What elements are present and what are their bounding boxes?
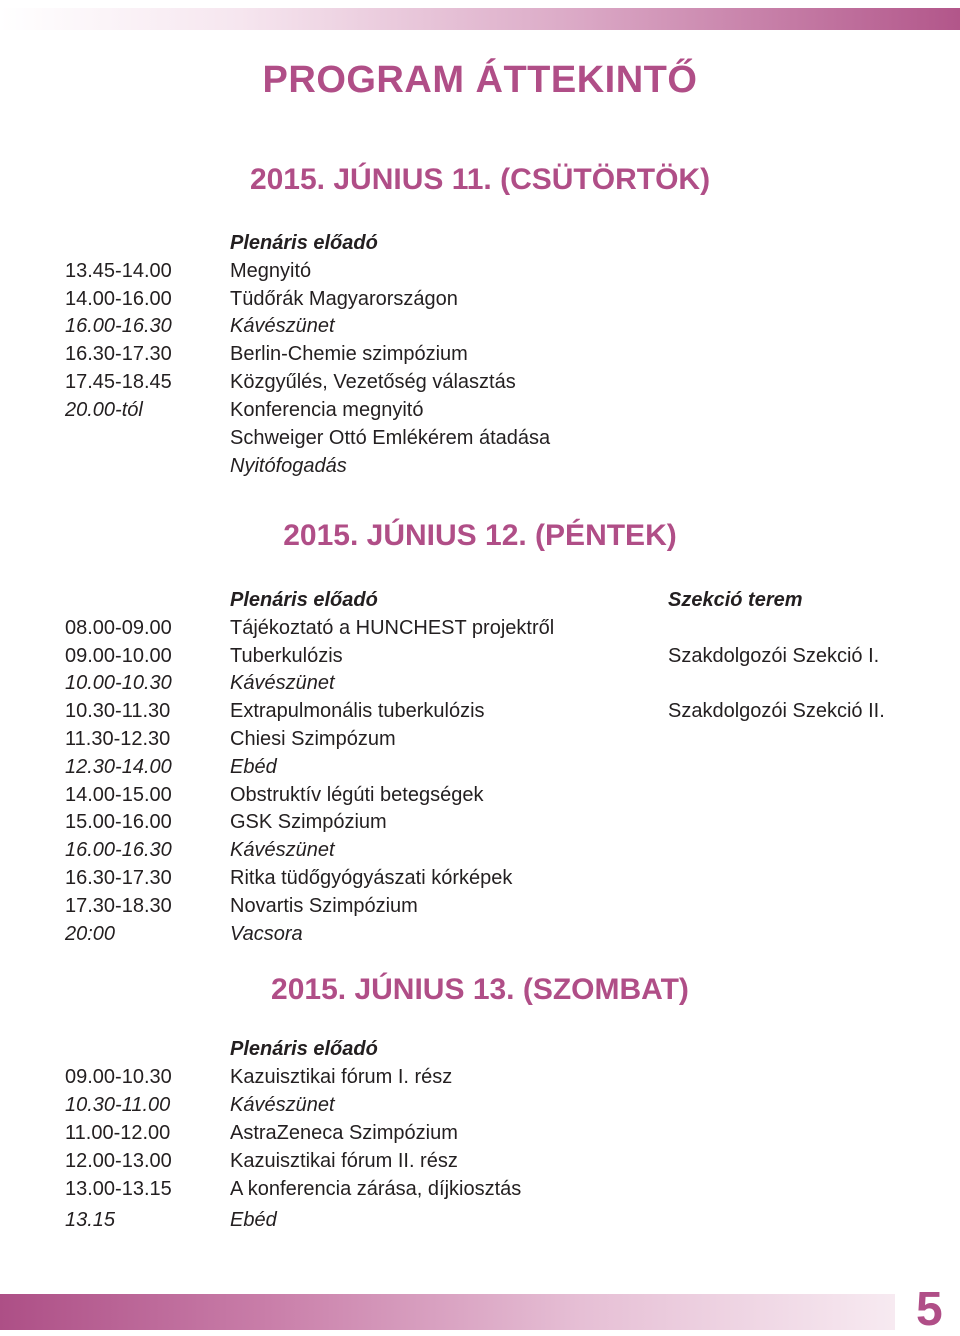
- row-time: 09.00-10.30: [65, 1066, 172, 1088]
- row-time: 17.30-18.30: [65, 895, 172, 917]
- row-time: 20.00-tól: [65, 399, 143, 421]
- row-time: 20:00: [65, 923, 116, 945]
- row-time: 10.30-11.00: [65, 1094, 171, 1116]
- top-decorative-bar: [0, 8, 960, 30]
- row-description: Schweiger Ottó Emlékérem átadása: [230, 427, 551, 449]
- schedule-row: [0, 808, 960, 836]
- row-time: 14.00-16.00: [65, 288, 172, 310]
- schedule-row: [0, 1206, 960, 1234]
- row-description: Ebéd: [230, 756, 277, 778]
- schedule-row: [0, 725, 960, 753]
- plenary-header: Plenáris előadó: [230, 1038, 378, 1060]
- row-description: Kávészünet: [230, 1094, 335, 1116]
- row-description: Obstruktív légúti betegségek: [230, 784, 484, 806]
- plenary-header-row: [0, 1035, 960, 1063]
- row-section: Szakdolgozói Szekció II.: [668, 700, 885, 722]
- schedule-row: [0, 669, 960, 697]
- row-description: Berlin-Chemie szimpózium: [230, 343, 468, 365]
- row-description: Ritka tüdőgyógyászati kórképek: [230, 867, 513, 889]
- row-time: 16.00-16.30: [65, 839, 172, 861]
- row-description: Novartis Szimpózium: [230, 895, 418, 917]
- schedule-row: [0, 1119, 960, 1147]
- row-description: Kazuisztikai fórum II. rész: [230, 1150, 458, 1172]
- row-time: 13.45-14.00: [65, 260, 172, 282]
- page-number: 5: [916, 1283, 943, 1336]
- row-description: Megnyitó: [230, 260, 312, 282]
- day-heading-june-11: 2015. JÚNIUS 11. (CSÜTÖRTÖK): [249, 163, 711, 196]
- page-title: PROGRAM ÁTTEKINTŐ: [262, 59, 698, 101]
- row-description: AstraZeneca Szimpózium: [230, 1122, 458, 1144]
- row-description: A konferencia zárása, díjkiosztás: [230, 1178, 522, 1200]
- row-description: Konferencia megnyitó: [230, 399, 424, 421]
- schedule-row: [0, 697, 960, 725]
- row-time: 15.00-16.00: [65, 811, 172, 833]
- row-description: Ebéd: [230, 1209, 277, 1231]
- row-time: 10.30-11.30: [65, 700, 171, 722]
- row-time: 12.30-14.00: [65, 756, 172, 778]
- schedule-row: [0, 1175, 960, 1203]
- schedule-row: [0, 312, 960, 340]
- schedule-row: [0, 614, 960, 642]
- row-time: 16.00-16.30: [65, 315, 172, 337]
- row-time: 11.30-12.30: [65, 728, 171, 750]
- row-description: Kávészünet: [230, 315, 335, 337]
- row-time: 10.00-10.30: [65, 672, 172, 694]
- schedule-row: [0, 424, 960, 452]
- schedule-row: [0, 452, 960, 480]
- row-time: 14.00-15.00: [65, 784, 172, 806]
- day-heading-june-13: 2015. JÚNIUS 13. (SZOMBAT): [271, 973, 689, 1006]
- row-time: 09.00-10.00: [65, 645, 172, 667]
- row-time: 08.00-09.00: [65, 617, 172, 639]
- schedule-row: [0, 920, 960, 948]
- row-description: Kávészünet: [230, 672, 335, 694]
- schedule-row: [0, 864, 960, 892]
- schedule-row: [0, 396, 960, 424]
- schedule-row: [0, 753, 960, 781]
- schedule-row: [0, 340, 960, 368]
- section-room-header: Szekció terem: [668, 589, 803, 611]
- row-description: Chiesi Szimpózum: [230, 728, 396, 750]
- row-time: 13.15: [65, 1209, 116, 1231]
- schedule-row: [0, 836, 960, 864]
- plenary-header-row: [0, 229, 960, 257]
- schedule-row: [0, 368, 960, 396]
- row-description: Kazuisztikai fórum I. rész: [230, 1066, 453, 1088]
- row-description: Vacsora: [230, 923, 303, 945]
- schedule-row: [0, 1091, 960, 1119]
- schedule-row: [0, 1147, 960, 1175]
- schedule-row: [0, 781, 960, 809]
- day-heading-june-12: 2015. JÚNIUS 12. (PÉNTEK): [283, 519, 677, 552]
- plenary-header: Plenáris előadó: [230, 589, 378, 611]
- row-time: 16.30-17.30: [65, 867, 172, 889]
- schedule-row: [0, 892, 960, 920]
- row-section: Szakdolgozói Szekció I.: [668, 645, 880, 667]
- row-description: Kávészünet: [230, 839, 335, 861]
- schedule-row: [0, 285, 960, 313]
- row-time: 11.00-12.00: [65, 1122, 171, 1144]
- plenary-header-row: [0, 586, 960, 614]
- row-description: Közgyűlés, Vezetőség választás: [230, 371, 516, 393]
- schedule-row: [0, 642, 960, 670]
- schedule-row: [0, 1063, 960, 1091]
- row-description: Tüdőrák Magyarországon: [230, 288, 458, 310]
- bottom-decorative-bar: [0, 1294, 895, 1330]
- row-time: 17.45-18.45: [65, 371, 172, 393]
- row-time: 16.30-17.30: [65, 343, 172, 365]
- row-time: 13.00-13.15: [65, 1178, 172, 1200]
- plenary-header: Plenáris előadó: [230, 232, 378, 254]
- row-description: GSK Szimpózium: [230, 811, 387, 833]
- row-time: 12.00-13.00: [65, 1150, 172, 1172]
- schedule-row: [0, 257, 960, 285]
- row-description: Extrapulmonális tuberkulózis: [230, 700, 485, 722]
- row-description: Tájékoztató a HUNCHEST projektről: [230, 617, 555, 639]
- row-description: Nyitófogadás: [230, 455, 347, 477]
- row-description: Tuberkulózis: [230, 645, 343, 667]
